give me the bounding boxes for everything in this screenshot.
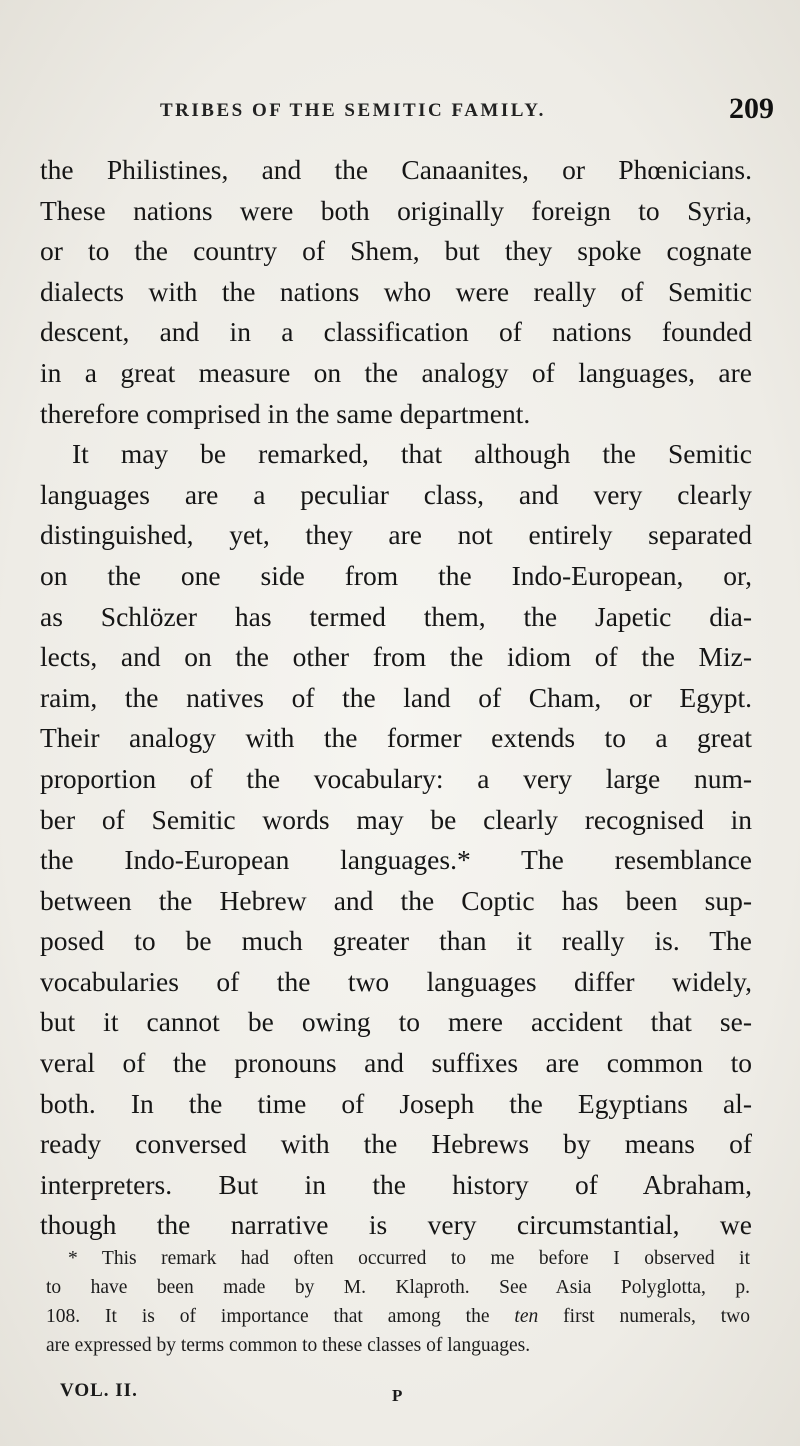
text-line: though the narrative is very circumstantial, we (40, 1209, 752, 1241)
text-line: or to the country of Shem, but they spoke cognate (40, 235, 752, 267)
footnote-line: to have been made by M. Klaproth. See Asia Polyglotta, p. (46, 1277, 750, 1298)
text-line: These nations were both originally foreign to Syria, (40, 194, 752, 226)
text-line: the Indo-European languages.* The resemblance (40, 844, 752, 876)
text-line: Their analogy with the former extends to a great (40, 722, 752, 754)
text-line: the Philistines, and the Canaanites, or Phœnicians. (40, 154, 752, 185)
text-line: therefore comprised in the same department. (40, 397, 531, 429)
footnote-line: 108. It is of importance that among the ten first numerals, two (46, 1306, 750, 1327)
text-line: posed to be much greater than it really is. The (40, 925, 752, 957)
paragraph-start-line: It may be remarked, that although the Semitic (72, 438, 752, 470)
text-line: descent, and in a classification of nations founded (40, 316, 752, 348)
text-line: interpreters. But in the history of Abraham, (40, 1168, 752, 1200)
text-line: ready conversed with the Hebrews by means of (40, 1128, 752, 1160)
running-head: TRIBES OF THE SEMITIC FAMILY. (160, 100, 546, 121)
text-line: vocabularies of the two languages differ widely, (40, 965, 752, 997)
text-line: distinguished, yet, they are not entirely separated (40, 519, 752, 551)
page-footer (60, 1380, 740, 1410)
text-line: as Schlözer has termed them, the Japetic dia- (40, 600, 752, 632)
footnote-line: * This remark had often occurred to me before I observed it (68, 1248, 750, 1269)
text-line: dialects with the nations who were really of Semitic (40, 275, 752, 307)
page-number: 209 (729, 92, 774, 125)
footnotes (46, 1244, 750, 1360)
footnote-line: are expressed by terms common to these classes of languages. (46, 1335, 531, 1356)
text-line: but it cannot be owing to mere accident that se- (40, 1006, 752, 1038)
volume-label: VOL. II. (60, 1380, 138, 1401)
text-line: between the Hebrew and the Coptic has been sup- (40, 884, 752, 916)
text-line: lects, and on the other from the idiom of the Miz- (40, 641, 752, 673)
emphasis-ten: ten (514, 1306, 539, 1327)
text-line: proportion of the vocabulary: a very large num- (40, 762, 752, 794)
text-line: languages are a peculiar class, and very clearly (40, 478, 752, 510)
text-line: raim, the natives of the land of Cham, or Egypt. (40, 681, 752, 713)
text-line: in a great measure on the analogy of languages, are (40, 356, 752, 388)
page-header (40, 92, 780, 132)
signature-mark: P (392, 1386, 403, 1405)
body-text (40, 150, 752, 1246)
text-line: ber of Semitic words may be clearly recognised in (40, 803, 752, 835)
text-line: on the one side from the Indo-European, or, (40, 559, 752, 591)
text-line: both. In the time of Joseph the Egyptians al- (40, 1087, 752, 1119)
text-line: veral of the pronouns and suffixes are common to (40, 1047, 752, 1079)
